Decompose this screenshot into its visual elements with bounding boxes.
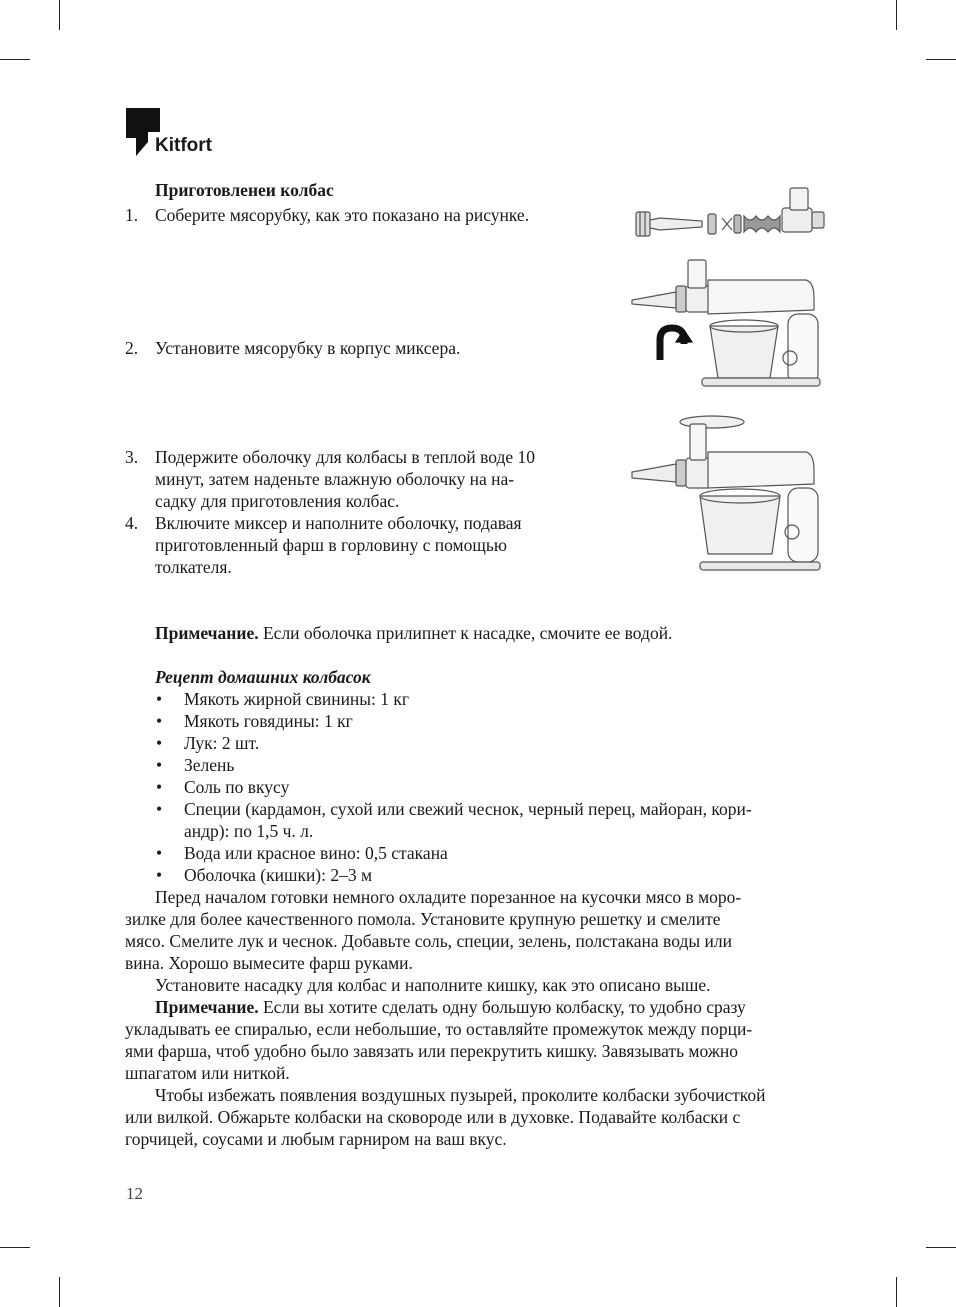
paragraph-line: Перед началом готовки немного охладите порезанное на кусочки мясо в моро- — [155, 887, 742, 907]
bullet: • — [156, 689, 163, 709]
paragraph-line: мясо. Смелите лук и чеснок. Добавьте соль, специи, зелень, полстакана воды или — [125, 931, 732, 951]
step-text-line: толкателя. — [155, 557, 232, 577]
paragraph-line: ями фарша, чтоб удобно было завязать или перекрутить кишку. Завязывать можно — [125, 1041, 739, 1061]
paragraph-line: Установите насадку для колбас и наполните кишку, как это описано выше. — [155, 975, 711, 995]
bullet: • — [156, 777, 163, 797]
step-number: 3. — [125, 447, 139, 467]
paragraph-line: горчицей, соусами и любым гарниром на ваш вкус. — [125, 1129, 507, 1149]
list-item: Зелень — [184, 755, 235, 775]
paragraph-line: вина. Хорошо вымесите фарш руками. — [125, 953, 413, 973]
crop-mark — [59, 0, 60, 30]
list-item: Специи (кардамон, сухой или свежий чеснок, черный перец, майоран, кори- — [184, 799, 752, 819]
list-item: Мякоть говядины: 1 кг — [184, 711, 353, 731]
step-text-line: садку для приготовления колбас. — [155, 491, 400, 511]
list-item: андр): по 1,5 ч. л. — [184, 821, 314, 841]
paragraph-line: укладывать ее спиралью, если небольшие, то оставляйте промежуток между порци- — [125, 1019, 753, 1039]
step-number: 2. — [125, 338, 139, 358]
crop-mark — [926, 1247, 956, 1248]
step-text-line: Подержите оболочку для колбасы в теплой воде 10 — [155, 447, 536, 467]
step-text-line: Соберите мясорубку, как это показано на рисунке. — [155, 205, 530, 225]
crop-mark — [926, 59, 956, 60]
paragraph-line — [155, 996, 746, 1018]
step-number: 4. — [125, 513, 139, 533]
paragraph-line: шпагатом или ниткой. — [125, 1063, 290, 1083]
paragraph-line: Чтобы избежать появления воздушных пузырей, проколите колбаски зубочисткой — [155, 1085, 766, 1105]
crop-mark — [59, 1277, 60, 1307]
crop-mark — [896, 0, 897, 30]
mixer-sausage-illustration — [630, 414, 826, 578]
grinder-parts-illustration — [632, 186, 832, 242]
recipe-title: Рецепт домашних колбасок — [155, 667, 371, 687]
list-item: Соль по вкусу — [184, 777, 290, 797]
bullet: • — [156, 843, 163, 863]
step-number: 1. — [125, 205, 139, 225]
note — [155, 622, 672, 644]
bullet: • — [156, 755, 163, 775]
bullet: • — [156, 733, 163, 753]
section-title: Приготовленеи колбас — [155, 180, 334, 200]
paragraph-line: зилке для более качественного помола. Установите крупную решетку и смелите — [125, 909, 721, 929]
step-text-line: Включите миксер и наполните оболочку, подавая — [155, 513, 522, 533]
bullet: • — [156, 799, 163, 819]
bullet: • — [156, 865, 163, 885]
step-text-line: приготовленный фарш в горловину с помощью — [155, 535, 507, 555]
list-item: Мякоть жирной свинины: 1 кг — [184, 689, 410, 709]
page-number: 12 — [126, 1184, 143, 1203]
step-text-line: минут, затем наденьте влажную оболочку на на- — [155, 469, 515, 489]
list-item: Вода или красное вино: 0,5 стакана — [184, 843, 448, 863]
crop-mark — [896, 1277, 897, 1307]
crop-mark — [0, 1247, 30, 1248]
paragraph-line: или вилкой. Обжарьте колбаски на сковороде или в духовке. Подавайте колбаски с — [125, 1107, 741, 1127]
brand-name: Kitfort — [155, 135, 212, 156]
crop-mark — [0, 59, 30, 60]
list-item: Оболочка (кишки): 2–3 м — [184, 865, 373, 885]
note-text: Если оболочка прилипнет к насадке, смочите ее водой. — [258, 623, 673, 643]
mixer-install-illustration — [630, 258, 826, 406]
note-label: Примечание. — [155, 997, 259, 1017]
note-text: Если вы хотите сделать одну большую колбаску, то удобно сразу — [258, 997, 746, 1017]
step-text-line: Установите мясорубку в корпус миксера. — [155, 338, 461, 358]
bullet: • — [156, 711, 163, 731]
list-item: Лук: 2 шт. — [184, 733, 260, 753]
note-label: Примечание. — [155, 623, 259, 643]
